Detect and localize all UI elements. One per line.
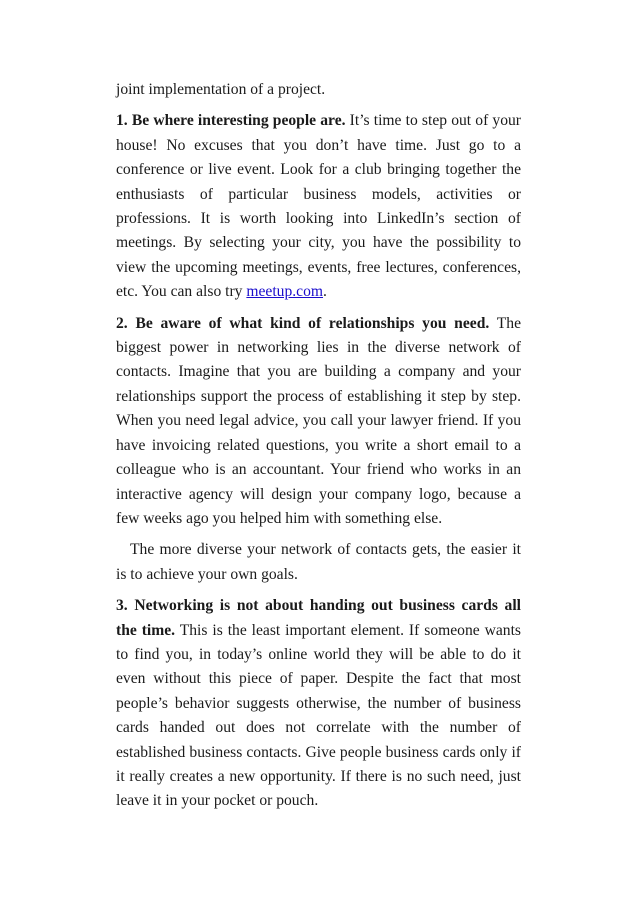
section-2-body: The biggest power in networking lies in the diverse network of contacts. Imagine that you are building a company and your relationships support the process of establishing it step by step. When you need legal advice, you call your lawyer friend. If you have invoicing related questions, you write a short email to a colleague who is an accountant. Your friend who works in an interactive agency will design your company logo, because a few weeks ago you helped him with something else.	[116, 314, 521, 527]
section-3-heading: 3. Networking is not about handing out business cards all the time.	[116, 597, 521, 639]
section-2-heading: 2. Be aware of what kind of relationships you need.	[116, 314, 490, 332]
section-2-followup-paragraph: The more diverse your network of contacts gets, the easier it is to achieve your own goals.	[116, 541, 521, 583]
section-2-paragraph	[116, 312, 521, 532]
document-page	[116, 78, 521, 814]
section-1-heading: 1. Be where interesting people are.	[116, 112, 346, 130]
section-1-paragraph	[116, 109, 521, 304]
section-3-paragraph	[116, 594, 521, 814]
section-1-body-end: .	[323, 283, 327, 301]
intro-line: joint implementation of a project.	[116, 81, 326, 98]
meetup-link[interactable]: meetup.com	[246, 283, 324, 301]
section-3-body: This is the least important element. If someone wants to find you, in today’s online world they will be able to do it even without this piece of paper. Despite the fact that most people’s behavior suggests otherwise, the number of business cards handed out does not correlate with the number of established business contacts. Give people business cards only if it really creates a new opportunity. If there is no such need, just leave it in your pocket or pouch.	[116, 621, 521, 810]
section-1-body: It’s time to step out of your house! No excuses that you don’t have time. Just go to a conference or live event. Look for a club bringing together the enthusiasts of particular business models, activities or professions. It is worth looking into LinkedIn’s section of meetings. By selecting your city, you have the possibility to view the upcoming meetings, events, free lectures, conferences, etc. You can also try	[116, 112, 521, 301]
